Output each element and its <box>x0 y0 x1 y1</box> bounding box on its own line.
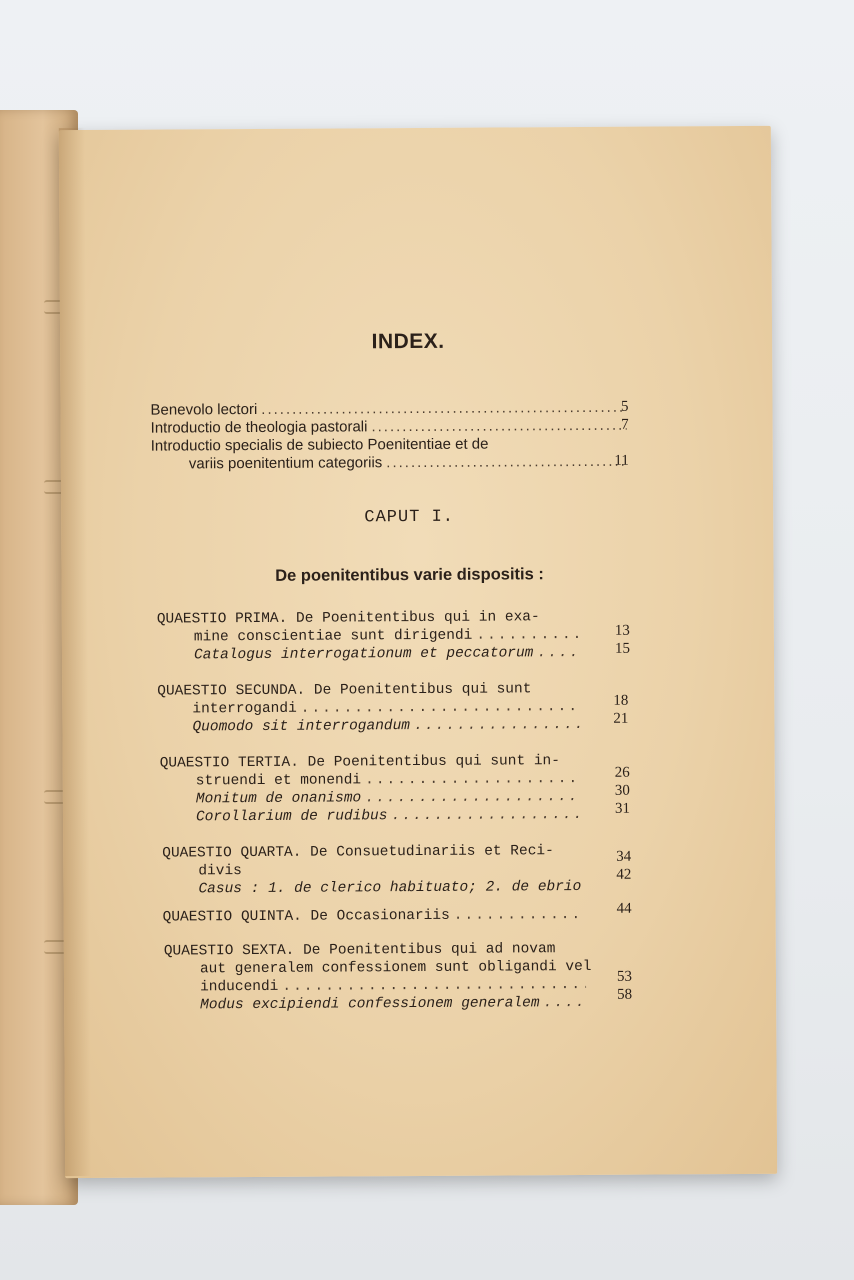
entry-text: Quomodo sit interrogandum <box>192 718 411 736</box>
index-content <box>59 126 777 1178</box>
entry-text: divis <box>198 863 242 880</box>
page-number: 15 <box>614 640 631 657</box>
page-number: 26 <box>614 764 630 781</box>
entry-text: inducendi <box>199 978 279 996</box>
index-entry <box>189 453 631 476</box>
entry-text: QUAESTIO SEXTA. De Poenitentibus qui ad novam <box>163 941 556 960</box>
page-number: 11 <box>614 452 629 469</box>
page-number: 34 <box>616 848 632 865</box>
entry-text: Corollarium de rudibus <box>195 808 388 826</box>
page-number: 30 <box>614 782 630 799</box>
entry-text: Modus excipiendi confessionem generalem <box>200 995 540 1014</box>
entry-text: struendi et monendi <box>195 772 362 790</box>
entry-text: QUAESTIO QUINTA. De Occasionariis <box>162 907 450 926</box>
page-number: 58 <box>617 986 633 1003</box>
entry-text: Introductio de theologia pastorali <box>150 418 368 437</box>
leader-dots <box>391 807 582 824</box>
section-heading: De poenitentibus varie dispositis : <box>275 565 544 585</box>
entry-text: aut generalem confessionem sunt obligandi vel <box>199 958 592 978</box>
leader-dots <box>301 699 581 717</box>
page-number: 44 <box>616 900 632 917</box>
page-number: 5 <box>620 398 629 415</box>
page-number: 21 <box>613 710 629 727</box>
page-number: 18 <box>613 692 629 709</box>
leader-dots <box>476 627 582 644</box>
index-entry <box>163 907 588 930</box>
entry-text: mine conscientiae sunt dirigendi <box>193 627 473 646</box>
chapter-heading: CAPUT I. <box>364 507 455 528</box>
leader-dots <box>365 771 582 788</box>
entry-text: Monitum de onanismo <box>195 790 362 808</box>
page-number: 13 <box>614 622 630 639</box>
leader-dots <box>261 398 629 418</box>
leader-dots <box>414 717 581 734</box>
index-subentry <box>196 807 586 829</box>
leader-dots <box>454 907 584 924</box>
page-number: 53 <box>616 968 633 985</box>
entry-text: variis poenitentium categoriis <box>188 454 383 473</box>
entry-text: QUAESTIO QUARTA. De Consuetudinariis et Reci- <box>162 843 554 862</box>
leader-dots <box>282 977 586 995</box>
entry-text: Introductio specialis de subiecto Poenitentiae et de <box>150 435 489 455</box>
leader-dots <box>537 645 582 661</box>
page-number: 42 <box>616 866 632 883</box>
leader-dots <box>543 995 586 1011</box>
leader-dots <box>386 453 627 471</box>
index-subentry <box>200 995 590 1017</box>
entry-text: QUAESTIO PRIMA. De Poenitentibus qui in exa- <box>156 609 540 628</box>
leader-dots <box>365 789 582 806</box>
page-number: 7 <box>621 416 629 433</box>
leader-dots <box>371 417 626 436</box>
entry-text: QUAESTIO SECUNDA. De Poenitentibus qui sunt <box>157 681 532 700</box>
index-subentry <box>198 879 588 901</box>
entry-text: QUAESTIO TERTIA. De Poenitentibus qui sunt in- <box>159 753 560 772</box>
index-title: INDEX. <box>371 329 445 354</box>
index-subentry <box>194 645 586 667</box>
page-number: 31 <box>614 800 631 817</box>
entry-text: Benevolo lectori <box>150 400 258 419</box>
entry-text: Catalogus interrogationum et peccatorum <box>193 645 534 664</box>
entry-text: Casus : 1. de clerico habituato; 2. de ebrio <box>198 879 582 898</box>
book-page <box>59 126 777 1178</box>
entry-text: interrogandi <box>192 700 297 718</box>
index-subentry <box>192 717 584 739</box>
